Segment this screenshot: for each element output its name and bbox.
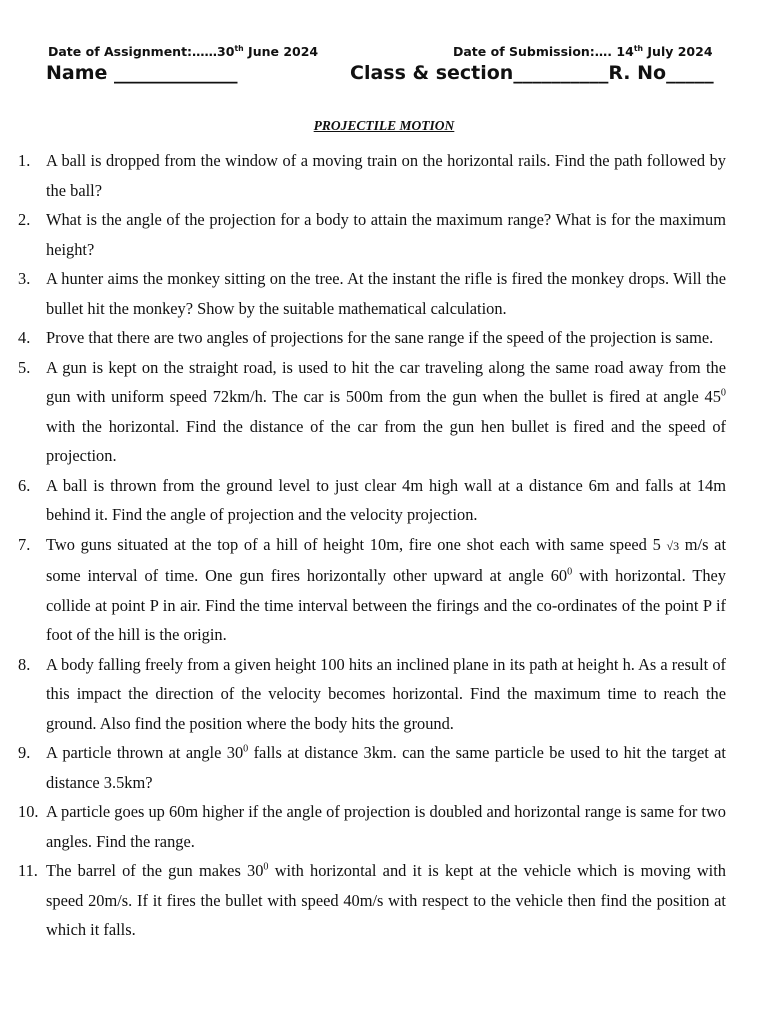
question-number: 10. <box>18 802 39 821</box>
question-11 <box>18 856 726 945</box>
question-text: A particle goes up 60m higher if the angle of projection is doubled and horizontal range is same for two angles. Find the range. <box>46 802 726 851</box>
question-text: A ball is thrown from the ground level to just clear 4m high wall at a distance 6m and falls at 14m behind it. Find the angle of projection and the velocity projection. <box>46 475 726 524</box>
question-text: A ball is dropped from the window of a moving train on the horizontal rails. Find the path followed by the ball? <box>46 151 726 200</box>
question-1 <box>18 146 726 205</box>
question-number: 4. <box>18 328 31 347</box>
assignment-date: Date of Assignment:……30th June 2024 <box>48 43 319 59</box>
question-text: A hunter aims the monkey sitting on the tree. At the instant the rifle is fired the monkey drops. Will the bullet hit the monkey? Show by the suitable mathematical calculation. <box>46 269 726 318</box>
question-4 <box>18 323 726 353</box>
question-3 <box>18 264 726 323</box>
question-10 <box>18 797 726 856</box>
name-field: Name _____________ <box>46 62 238 84</box>
question-list <box>18 146 726 945</box>
question-text: What is the angle of the projection for a body to attain the maximum range? What is for the maximum height? <box>46 210 726 259</box>
class-section-rollno-field: Class & section__________R. No_____ <box>350 62 714 84</box>
question-7 <box>18 530 726 650</box>
question-number: 2. <box>18 210 31 229</box>
question-number: 11. <box>18 861 38 880</box>
question-number: 9. <box>18 743 31 762</box>
question-9 <box>18 738 726 797</box>
question-5 <box>18 353 726 471</box>
question-number: 6. <box>18 475 31 495</box>
question-text: Two guns situated at the top of a hill of height 10m, fire one shot each with same speed 5 √3 m/s at some interval of time. One gun fires horizontally other upward at angle $60^0$ with horizontal. They collide at point P in air. Find the time interval between the firings and the co-ordinates of the point P if foot of the hill is the origin. <box>46 534 726 644</box>
question-2 <box>18 205 726 264</box>
submission-date: Date of Submission:…. 14th July 2024 <box>453 43 713 59</box>
page-title: PROJECTILE MOTION <box>313 118 455 133</box>
question-number: 1. <box>18 151 31 170</box>
question-number: 3. <box>18 269 31 288</box>
sqrt-symbol: √3 <box>666 538 680 553</box>
question-text: A particle thrown at angle $30^0$ falls at distance 3km. can the same particle be used to hit the target at distance 3.5km? <box>46 743 726 792</box>
question-8 <box>18 650 726 739</box>
question-text: The barrel of the gun makes $30^0$ with horizontal and it is kept at the vehicle which is moving with speed 20m/s. If it fires the bullet with speed 40m/s with respect to the vehicle then find the position at which it falls. <box>46 861 726 939</box>
question-number: 5. <box>18 357 31 377</box>
question-number: 8. <box>18 654 31 674</box>
question-6 <box>18 471 726 530</box>
question-text: A body falling freely from a given height 100 hits an inclined plane in its path at height h. As a result of this impact the direction of the velocity becomes horizontal. Find the maximum time to reach the ground. Also find the position where the body hits the ground. <box>46 654 726 733</box>
question-text: Prove that there are two angles of projections for the sane range if the speed of the projection is same. <box>46 328 714 347</box>
question-text: A gun is kept on the straight road, is used to hit the car traveling along the same road away from the gun with uniform speed 72km/h. The car is 500m from the gun when the bullet is fired at angle $45^0$ with the horizontal. Find the distance of the car from the gun hen bullet is fired and the speed of projection. <box>46 357 726 465</box>
question-number: 7. <box>18 534 31 554</box>
